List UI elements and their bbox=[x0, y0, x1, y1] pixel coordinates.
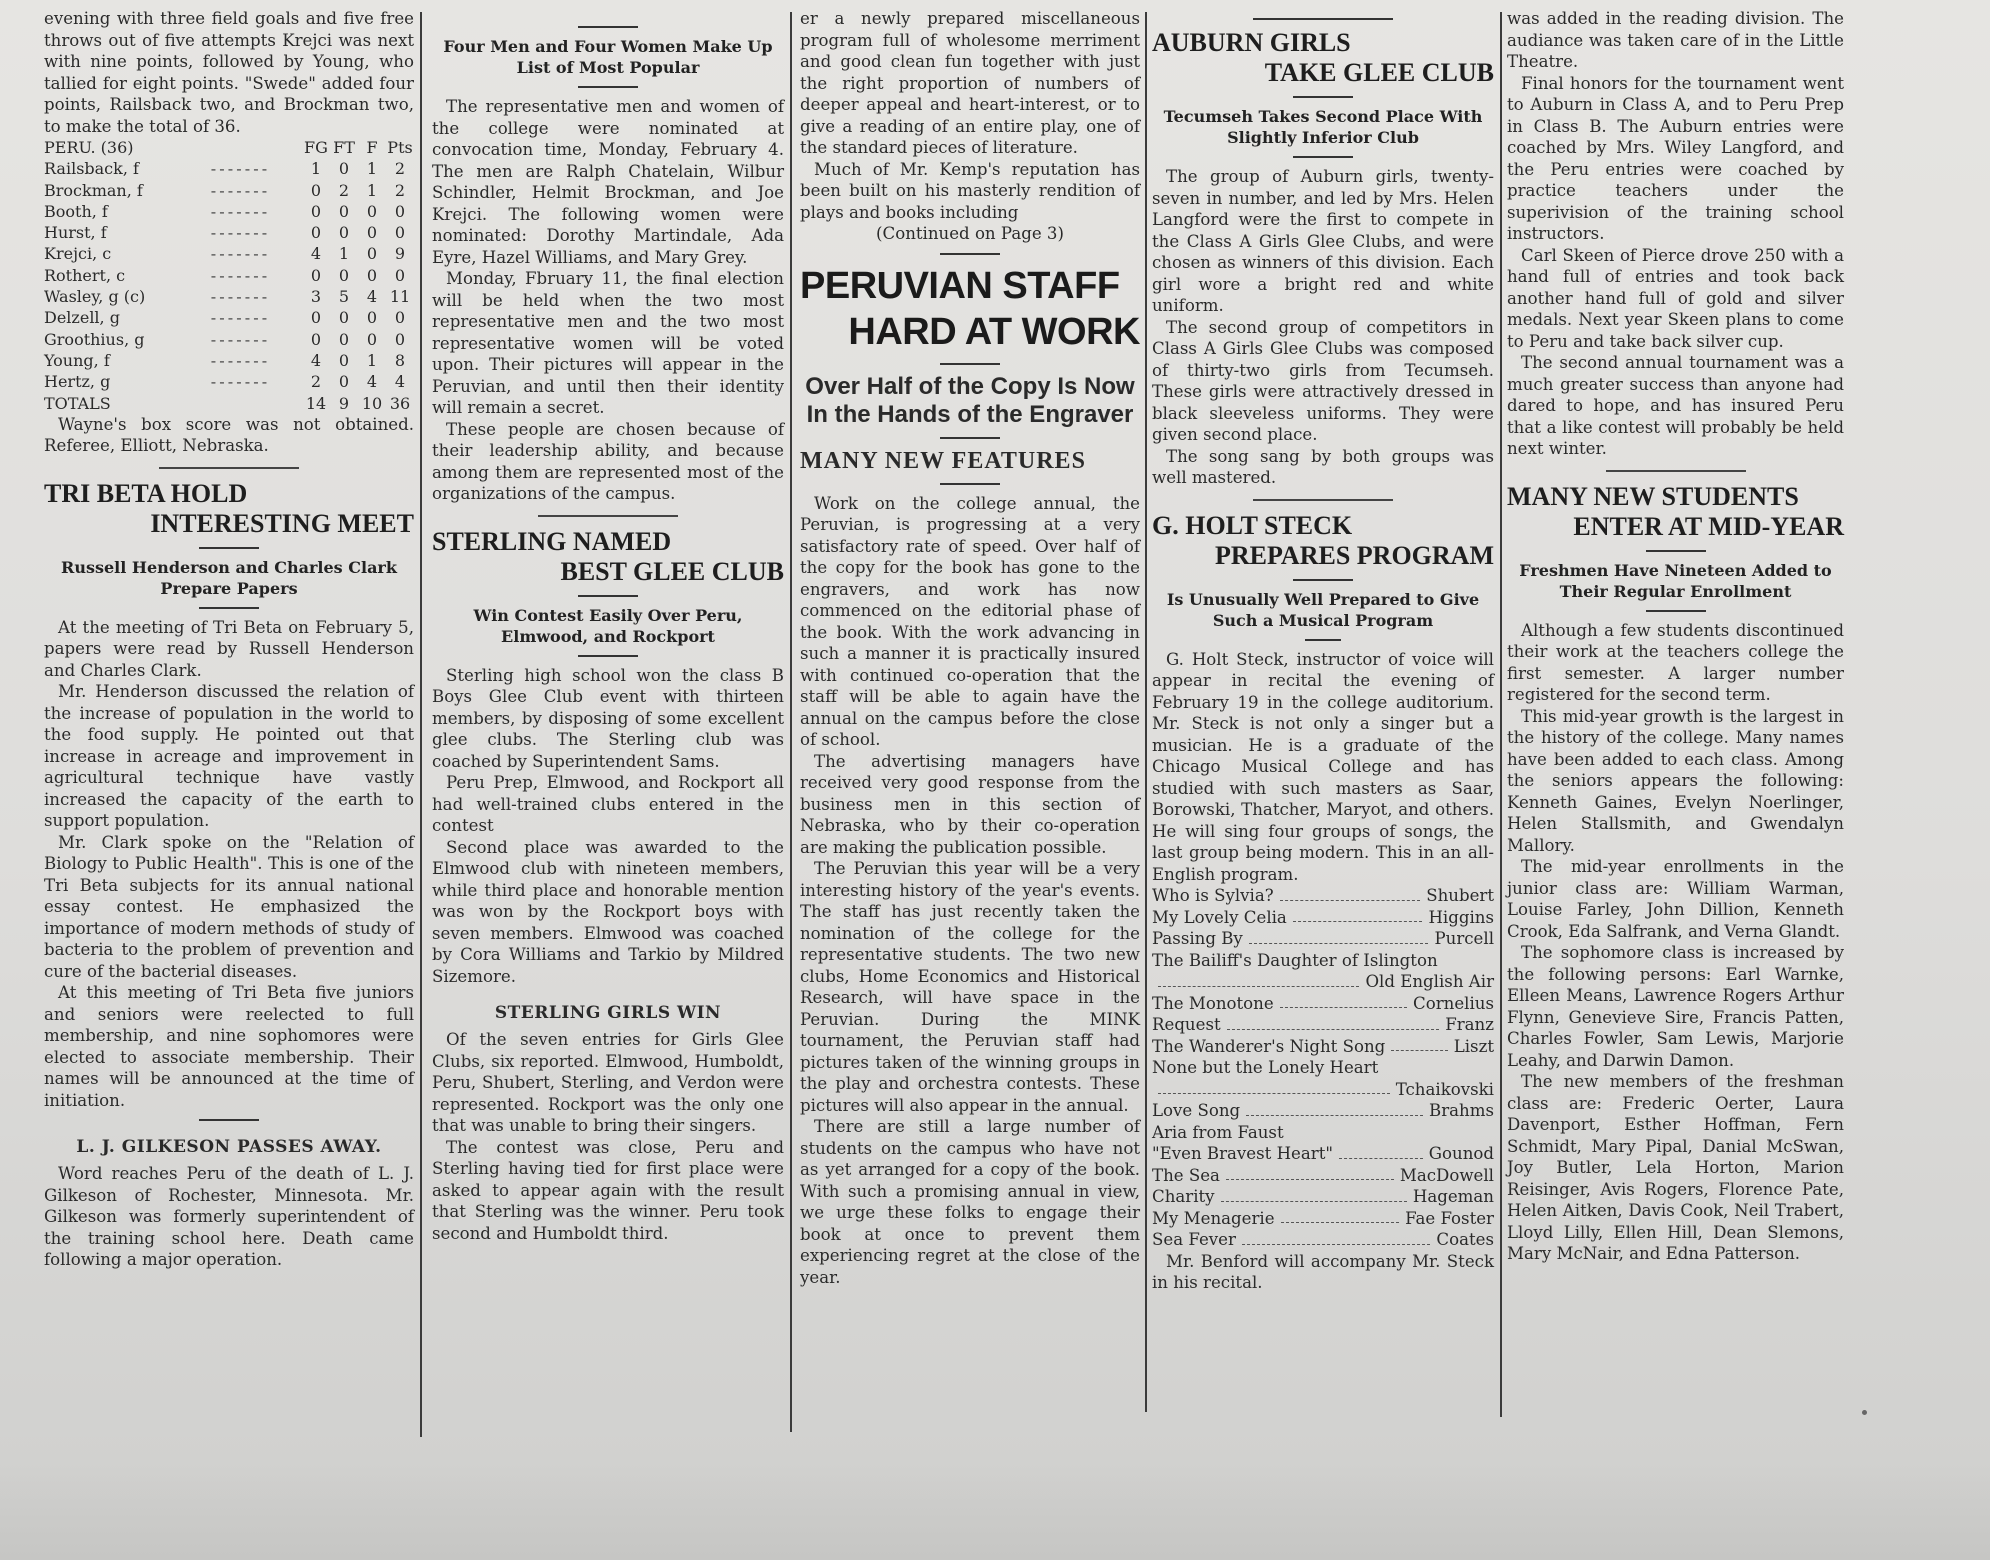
player-name: Brockman, f bbox=[44, 180, 143, 200]
player-name: Young, f bbox=[44, 350, 110, 370]
stat-value: 0 bbox=[394, 223, 406, 243]
col-header: FT bbox=[333, 138, 355, 157]
song-title: The Bailiff's Daughter of Islington bbox=[1152, 950, 1438, 970]
article-text: The mid-year enrollments in the junior class are: William Warman, Louise Farley, John Dillion, Kenneth Crook, Eda Salfrank, and Verna Glandt. bbox=[1507, 857, 1844, 941]
totals-label: TOTALS bbox=[44, 393, 111, 413]
article-text: Final honors for the tournament went to Auburn in Class A, and to Peru Prep in Class B. The Auburn entries were coached by Mrs. Wiley Langford, and the Peru entries were coached by practice teachers under the superivision of the training school instructors. bbox=[1507, 73, 1844, 243]
article-text: Mr. Benford will accompany Mr. Steck in his recital. bbox=[1152, 1251, 1494, 1292]
page-shadow bbox=[0, 1465, 1990, 1560]
stat-value: 0 bbox=[338, 372, 350, 392]
box-score-row bbox=[44, 222, 414, 243]
article-text: These people are chosen because of their leadership ability, and because among them are represented most of the organizations of the campus. bbox=[432, 419, 784, 503]
leader-line bbox=[1280, 885, 1421, 901]
composer-name: Franz bbox=[1445, 1015, 1494, 1034]
article-text: Second place was awarded to the Elmwood club with nineteen members, while third place and honorable mention was won by the Rockport boys with seven members. Elmwood was coached by Cora Williams and Tarkio by Mildred Sizemore. bbox=[432, 837, 784, 986]
song-title: The Sea bbox=[1152, 1165, 1220, 1185]
article-text: The group of Auburn girls, twenty-seven in number, and led by Mrs. Helen Langford were the first to compete in the Class A Girls Glee Clubs, and were chosen as winners of this division. Each girl wore a bright red and white uniform. bbox=[1152, 167, 1494, 315]
box-score-row bbox=[44, 307, 414, 328]
player-name: Hurst, f bbox=[44, 223, 107, 243]
program-item bbox=[1152, 1122, 1494, 1144]
leader-dots: - - - - - - - bbox=[210, 180, 267, 200]
deck: Russell Henderson and Charles Clark Prepare Papers bbox=[61, 557, 397, 598]
program-item bbox=[1152, 1165, 1494, 1187]
deck: Freshmen Have Nineteen Added to Their Regular Enrollment bbox=[1519, 560, 1832, 601]
stat-value: 0 bbox=[366, 201, 378, 221]
stat-value: 4 bbox=[310, 244, 322, 264]
leader-dots: - - - - - - - bbox=[210, 350, 267, 370]
stat-value: 0 bbox=[338, 308, 350, 328]
headline bbox=[1152, 28, 1494, 88]
player-name: Krejci, c bbox=[44, 244, 112, 264]
stat-value: 0 bbox=[310, 329, 322, 349]
headline bbox=[1152, 511, 1494, 571]
composer-name: Shubert bbox=[1426, 886, 1494, 905]
article-text: Of the seven entries for Girls Glee Clubs, six reported. Elmwood, Humboldt, Peru, Shubert, Sterling, and Verdon were represented. Rockport was the only one that was unable to bring their singers. bbox=[432, 1030, 784, 1135]
program-item bbox=[1152, 1057, 1494, 1079]
article-text: Much of Mr. Kemp's reputation has been built on his masterly rendition of plays and books including bbox=[800, 159, 1140, 222]
divider bbox=[1646, 550, 1706, 552]
stat-value: 0 bbox=[366, 308, 378, 328]
continued-note: (Continued on Page 3) bbox=[876, 224, 1064, 243]
headline-line: PREPARES PROGRAM bbox=[1214, 540, 1494, 570]
stat-value: 0 bbox=[394, 329, 406, 349]
stat-value: 1 bbox=[310, 159, 322, 179]
article-text: The new members of the freshman class are: Frederic Oerter, Laura Davenport, Esther Hoffman, Fern Schmidt, Mary Pipal, Danial McSwan, Joy Butler, Lela Horton, Marion Reisinger, Avis Rogers, Florence Pate, Helen Aitken, Davis Cook, Neil Trabert, Lloyd Lilly, Ellen Hill, Dean Slemons, Mary McNair, and Edna Patterson. bbox=[1507, 1072, 1844, 1263]
composer-name: Tchaikovski bbox=[1395, 1079, 1494, 1099]
article-text: er a newly prepared miscellaneous program full of wholesome merriment and good clean fun together with just the right proportion of numbers of deeper appeal and heart-interest, or to give a reading of an entire play, one of the standard pieces of literature. bbox=[800, 9, 1140, 157]
box-score-row bbox=[44, 180, 414, 201]
stat-value: 0 bbox=[394, 308, 406, 328]
stat-value: 0 bbox=[338, 350, 350, 370]
headline-line: INTERESTING MEET bbox=[150, 508, 414, 538]
divider bbox=[940, 437, 1000, 439]
headline-line: MANY NEW STUDENTS bbox=[1507, 481, 1799, 511]
program-item bbox=[1152, 1079, 1494, 1101]
column-rule bbox=[1500, 12, 1502, 1417]
program-item bbox=[1152, 1036, 1494, 1058]
headline-line: G. HOLT STECK bbox=[1152, 510, 1353, 540]
leader-line bbox=[1391, 1036, 1447, 1052]
headline-line: TAKE GLEE CLUB bbox=[1264, 58, 1494, 87]
subheadline: MANY NEW FEATURES bbox=[800, 447, 1086, 474]
headline-line: AUBURN GIRLS bbox=[1152, 28, 1351, 57]
stat-value: 0 bbox=[366, 329, 378, 349]
deck: Is Unusually Well Prepared to Give Such a Musical Program bbox=[1166, 589, 1480, 630]
leader-dots: - - - - - - - bbox=[210, 201, 267, 221]
composer-name: Fae Foster bbox=[1405, 1208, 1494, 1228]
stat-value: 0 bbox=[338, 159, 350, 179]
leader-dots: - - - - - - - bbox=[210, 308, 267, 328]
speck-mark bbox=[1862, 1410, 1867, 1415]
composer-name: Coates bbox=[1436, 1230, 1494, 1249]
leader-line bbox=[1227, 1014, 1440, 1030]
article-text: The second group of competitors in Class A Girls Glee Clubs was composed of thirty-two girls from Tecumseh. These girls were attractively dressed in black sleeveless uniforms. They were given second place. bbox=[1152, 317, 1494, 444]
divider bbox=[199, 607, 259, 609]
song-title: "Even Bravest Heart" bbox=[1152, 1144, 1333, 1163]
leader-line bbox=[1158, 971, 1359, 987]
article-text: The second annual tournament was a much greater success than anyone had dared to hope, and has insured Peru that a like contest will probably be held next winter. bbox=[1507, 353, 1844, 458]
article-text: Monday, Fbruary 11, the final election will be held when the two most representative men and the two most representative women will be voted upon. Their pictures will appear in the Peruvian, and until then their identity will remain a secret. bbox=[432, 269, 784, 417]
article-text: The contest was close, Peru and Sterling having tied for first place were asked to appear again with the result that Sterling was the winner. Peru took second and Humboldt third. bbox=[432, 1137, 784, 1243]
program-item bbox=[1152, 1208, 1494, 1230]
stat-value: 0 bbox=[338, 223, 350, 243]
leader-dots: - - - - - - - bbox=[210, 244, 267, 264]
stat-value: 3 bbox=[310, 287, 322, 307]
article-text: This mid-year growth is the largest in the history of the college. Many names have been added to each class. Among the seniors appears the following: Kenneth Gaines, Evelyn Noerlinger, Helen Stallsmith, and Gwendalyn Mallory. bbox=[1507, 706, 1844, 855]
program-item bbox=[1152, 1143, 1494, 1165]
article-text: Although a few students discontinued their work at the teachers college the first semester. A larger number registered for the second term. bbox=[1507, 620, 1844, 704]
stat-value: 1 bbox=[366, 350, 378, 370]
deck: Over Half of the Copy Is Now In the Hands of the Engraver bbox=[805, 372, 1135, 428]
player-name: Rothert, c bbox=[44, 265, 126, 285]
stat-value: 0 bbox=[366, 223, 378, 243]
article-text: Peru Prep, Elmwood, and Rockport all had well-trained clubs entered in the contest bbox=[432, 773, 784, 835]
divider bbox=[940, 253, 1000, 255]
headline-line: STERLING NAMED bbox=[432, 526, 672, 556]
article-text: The Peruvian this year will be a very interesting history of the year's events. The staff has just recently taken the nomination of the college for the representative students. The two new clubs, Home Economics and Historical Research, will have space in the Peruvian. During the MINK tournament, the Peruvian staff had pictures taken of the winning groups in the play and orchestra contests. These pictures will also appear in the annual. bbox=[800, 859, 1140, 1115]
divider bbox=[159, 467, 299, 469]
stat-value: 2 bbox=[394, 159, 406, 179]
total-value: 9 bbox=[338, 393, 350, 413]
column-4 bbox=[1148, 8, 1498, 1428]
headline-line: TRI BETA HOLD bbox=[44, 478, 248, 508]
composer-name: Old English Air bbox=[1365, 972, 1494, 991]
headline bbox=[1507, 482, 1844, 542]
headline-line: HARD AT WORK bbox=[848, 310, 1140, 353]
column-5 bbox=[1503, 8, 1848, 1428]
leader-line bbox=[1226, 1165, 1394, 1181]
leader-line bbox=[1280, 993, 1407, 1009]
divider bbox=[1293, 579, 1353, 581]
program-item bbox=[1152, 928, 1494, 950]
box-score-row bbox=[44, 243, 414, 264]
headline-line: BEST GLEE CLUB bbox=[560, 556, 784, 586]
stat-value: 0 bbox=[338, 265, 350, 285]
divider bbox=[1293, 96, 1353, 98]
article-text: Carl Skeen of Pierce drove 250 with a hand full of entries and took back another hand full of gold and silver medals. Next year Skeen plans to come to Peru and take back silver cup. bbox=[1507, 245, 1844, 351]
divider bbox=[199, 547, 259, 549]
article-text: Sterling high school won the class B Boys Glee Club event with thirteen members, by disposing of some excellent glee clubs. The Sterling club was coached by Superintendent Sams. bbox=[432, 665, 784, 771]
stat-value: 0 bbox=[338, 329, 350, 349]
song-title: The Wanderer's Night Song bbox=[1152, 1036, 1386, 1056]
divider bbox=[578, 86, 638, 88]
program-item bbox=[1152, 1229, 1494, 1251]
divider bbox=[940, 363, 1000, 365]
article-text: G. Holt Steck, instructor of voice will appear in recital the evening of February 19 in the college auditorium. Mr. Steck is not only a singer but a musician. He is a graduate of the Chicago Musical College and has studied with such masters as Saar, Borowski, Thatcher, Maryot, and others. He will sing four groups of songs, the last group being modern. This in an all-English program. bbox=[1152, 649, 1494, 884]
stat-value: 11 bbox=[389, 287, 411, 307]
song-title: Charity bbox=[1152, 1187, 1215, 1206]
leader-dots: - - - - - - - bbox=[210, 287, 267, 307]
stat-value: 0 bbox=[310, 201, 322, 221]
box-score-row bbox=[44, 329, 414, 350]
article-text: Work on the college annual, the Peruvian, is progressing at a very satisfactory rate of speed. Over half of the copy for the book has gone to the engravers, and work has now commenced on the editorial phase of the book. With the work advancing in such a manner it is practically insured with continued co-operation that the staff will be able to again have the annual on the campus before the close of school. bbox=[800, 493, 1140, 749]
col-header: FG bbox=[304, 138, 328, 157]
leader-dots: - - - - - - - bbox=[210, 265, 267, 285]
article-text: The advertising managers have received very good response from the business men in this section of Nebraska, who by their co-operation are making the publication possible. bbox=[800, 751, 1140, 857]
song-title: Request bbox=[1152, 1015, 1221, 1034]
stat-value: 0 bbox=[394, 201, 406, 221]
program-item bbox=[1152, 1186, 1494, 1208]
article-text: At this meeting of Tri Beta five juniors and seniors were reelected to full membership, and nine sophomores were elected to associate membership. Their names will be announced at the time of initiation. bbox=[44, 983, 414, 1110]
box-score-row bbox=[44, 265, 414, 286]
leader-line bbox=[1293, 907, 1423, 923]
box-score-row bbox=[44, 201, 414, 222]
composer-name: Higgins bbox=[1428, 907, 1494, 927]
article-text: The representative men and women of the college were nominated at convocation time, Monday, February 4. The men are Ralph Chatelain, Wilbur Schindler, Helmit Brockman, and Joe Krejci. The following women were nominated: Dorothy Martindale, Ada Eyre, Hazel Williams, and Mary Grey. bbox=[432, 97, 784, 267]
box-score-totals bbox=[44, 393, 414, 414]
leader-dots: - - - - - - - bbox=[210, 329, 267, 349]
stat-value: 2 bbox=[310, 372, 322, 392]
song-title: Love Song bbox=[1152, 1101, 1241, 1120]
stat-value: 0 bbox=[310, 308, 322, 328]
headline bbox=[44, 479, 414, 539]
column-3 bbox=[796, 8, 1144, 1428]
stat-value: 0 bbox=[310, 223, 322, 243]
total-value: 36 bbox=[389, 393, 411, 413]
song-title: My Menagerie bbox=[1152, 1208, 1275, 1228]
headline bbox=[432, 527, 784, 587]
article-text: Mr. Clark spoke on the "Relation of Biology to Public Health". This is one of the Tri Beta subjects for its annual national essay contest. He emphasized the importance of modern methods of study of bacteria to the problem of prevention and cure of the bacterial diseases. bbox=[44, 832, 414, 981]
composer-name: Liszt bbox=[1453, 1036, 1494, 1056]
total-value: 14 bbox=[305, 393, 327, 413]
box-score-row bbox=[44, 158, 414, 179]
divider bbox=[1253, 18, 1393, 20]
deck: Four Men and Four Women Make Up List of Most Popular bbox=[443, 37, 773, 77]
leader-dots: - - - - - - - bbox=[210, 223, 267, 243]
stat-value: 8 bbox=[394, 350, 406, 370]
stat-value: 5 bbox=[338, 287, 350, 307]
deck: Win Contest Easily Over Peru, Elmwood, and Rockport bbox=[473, 605, 743, 646]
player-name: Delzell, g bbox=[44, 308, 120, 328]
team-label: PERU. (36) bbox=[44, 138, 134, 157]
article-text: The sophomore class is increased by the following persons: Earl Warnke, Elleen Means, Lawrence Rogers Arthur Flynn, Genevieve Sire, Francis Patten, Charles Fowler, Sam Lewis, Marjorie Leahy, and Darwin Damon. bbox=[1507, 943, 1844, 1070]
headline: STERLING GIRLS WIN bbox=[494, 1003, 722, 1023]
article-text: At the meeting of Tri Beta on February 5, papers were read by Russell Henderson and Charles Clark. bbox=[44, 617, 414, 680]
col-header: F bbox=[366, 138, 378, 157]
stat-value: 0 bbox=[310, 265, 322, 285]
box-score-table bbox=[44, 137, 414, 414]
leader-line bbox=[1221, 1186, 1407, 1202]
composer-name: Cornelius bbox=[1413, 993, 1494, 1013]
program-item bbox=[1152, 950, 1494, 972]
stat-value: 4 bbox=[394, 372, 406, 392]
leader-line bbox=[1249, 928, 1429, 944]
divider bbox=[199, 1119, 259, 1121]
box-score-row bbox=[44, 371, 414, 392]
program-item bbox=[1152, 993, 1494, 1015]
player-name: Railsback, f bbox=[44, 159, 139, 179]
article-text: evening with three field goals and five free throws out of five attempts Krejci was next with nine points, followed by Young, who tallied for eight points. "Swede" added four points, Railsback two, and Brockman two, to make the total of 36. bbox=[44, 9, 414, 136]
leader-line bbox=[1339, 1143, 1423, 1159]
stat-value: 4 bbox=[366, 372, 378, 392]
composer-name: Hageman bbox=[1412, 1187, 1494, 1206]
player-name: Booth, f bbox=[44, 201, 108, 221]
stat-value: 2 bbox=[394, 180, 406, 200]
recital-program bbox=[1152, 885, 1494, 1251]
song-title: Aria from Faust bbox=[1152, 1122, 1284, 1142]
leader-line bbox=[1158, 1079, 1390, 1095]
song-title: The Monotone bbox=[1152, 993, 1274, 1013]
leader-line bbox=[1246, 1100, 1423, 1116]
stat-value: 9 bbox=[394, 244, 406, 264]
program-item bbox=[1152, 971, 1494, 993]
composer-name: Gounod bbox=[1428, 1144, 1494, 1163]
headline bbox=[800, 263, 1140, 355]
article-text: Wayne's box score was not obtained. Referee, Elliott, Nebraska. bbox=[44, 414, 414, 456]
stat-value: 2 bbox=[338, 180, 350, 200]
leader-dots: - - - - - - - bbox=[210, 159, 267, 179]
divider bbox=[1253, 499, 1393, 501]
stat-value: 4 bbox=[366, 287, 378, 307]
column-1 bbox=[40, 8, 418, 1428]
divider bbox=[1606, 470, 1746, 472]
song-title: Who is Sylvia? bbox=[1152, 886, 1274, 905]
total-value: 10 bbox=[361, 393, 383, 413]
leader-line bbox=[1281, 1208, 1400, 1224]
divider bbox=[1646, 610, 1706, 612]
song-title: Passing By bbox=[1152, 929, 1243, 948]
article-text: There are still a large number of students on the campus who have not as yet arranged for a copy of the book. With such a promising annual in view, we urge these folks to engage their book at once to prevent them experiencing regret at the close of the year. bbox=[800, 1117, 1140, 1287]
stat-value: 1 bbox=[366, 159, 378, 179]
divider bbox=[578, 26, 638, 28]
col-header: Pts bbox=[387, 138, 413, 157]
divider bbox=[578, 595, 638, 597]
headline-line: ENTER AT MID-YEAR bbox=[1573, 511, 1844, 541]
program-item bbox=[1152, 1014, 1494, 1036]
divider bbox=[1293, 156, 1353, 158]
song-title: My Lovely Celia bbox=[1152, 907, 1287, 927]
player-name: Wasley, g (c) bbox=[44, 287, 146, 307]
column-2 bbox=[428, 8, 788, 1428]
stat-value: 0 bbox=[366, 244, 378, 264]
program-item bbox=[1152, 1100, 1494, 1122]
stat-value: 0 bbox=[366, 265, 378, 285]
divider bbox=[578, 655, 638, 657]
song-title: Sea Fever bbox=[1152, 1230, 1236, 1249]
divider bbox=[1305, 639, 1341, 641]
deck: Tecumseh Takes Second Place With Slightly Inferior Club bbox=[1163, 107, 1483, 147]
article-text: was added in the reading division. The audiance was taken care of in the Little Theatre. bbox=[1507, 9, 1844, 71]
stat-value: 1 bbox=[338, 244, 350, 264]
column-rule bbox=[790, 12, 792, 1432]
divider bbox=[940, 483, 1000, 485]
article-text: The song sang by both groups was well mastered. bbox=[1152, 446, 1494, 487]
stat-value: 1 bbox=[366, 180, 378, 200]
article-text: Mr. Henderson discussed the relation of the increase of population in the world to the food supply. He pointed out that increase in acreage and improvement in agricultural technique have vastly increased the capacity of the earth to support population. bbox=[44, 682, 414, 831]
composer-name: Purcell bbox=[1434, 929, 1494, 948]
program-item bbox=[1152, 885, 1494, 907]
player-name: Hertz, g bbox=[44, 372, 111, 392]
leader-line bbox=[1242, 1229, 1430, 1245]
composer-name: Brahms bbox=[1429, 1101, 1494, 1120]
divider bbox=[538, 515, 678, 517]
stat-value: 0 bbox=[394, 265, 406, 285]
headline: L. J. GILKESON PASSES AWAY. bbox=[76, 1137, 382, 1158]
song-title: None but the Lonely Heart bbox=[1152, 1058, 1379, 1077]
box-score-row bbox=[44, 286, 414, 307]
stat-value: 4 bbox=[310, 350, 322, 370]
player-name: Groothius, g bbox=[44, 329, 145, 349]
column-rule bbox=[1145, 12, 1147, 1412]
composer-name: MacDowell bbox=[1399, 1165, 1494, 1185]
column-rule bbox=[420, 12, 422, 1437]
article-text: Word reaches Peru of the death of L. J. Gilkeson of Rochester, Minnesota. Mr. Gilkeson was formerly superintendent of the training school here. Death came following a major operation. bbox=[44, 1164, 414, 1270]
stat-value: 0 bbox=[310, 180, 322, 200]
stat-value: 0 bbox=[338, 201, 350, 221]
program-item bbox=[1152, 907, 1494, 929]
headline-line: PERUVIAN STAFF bbox=[800, 264, 1120, 307]
box-score-row bbox=[44, 350, 414, 371]
leader-dots: - - - - - - - bbox=[210, 372, 267, 392]
box-score-header bbox=[44, 137, 414, 158]
